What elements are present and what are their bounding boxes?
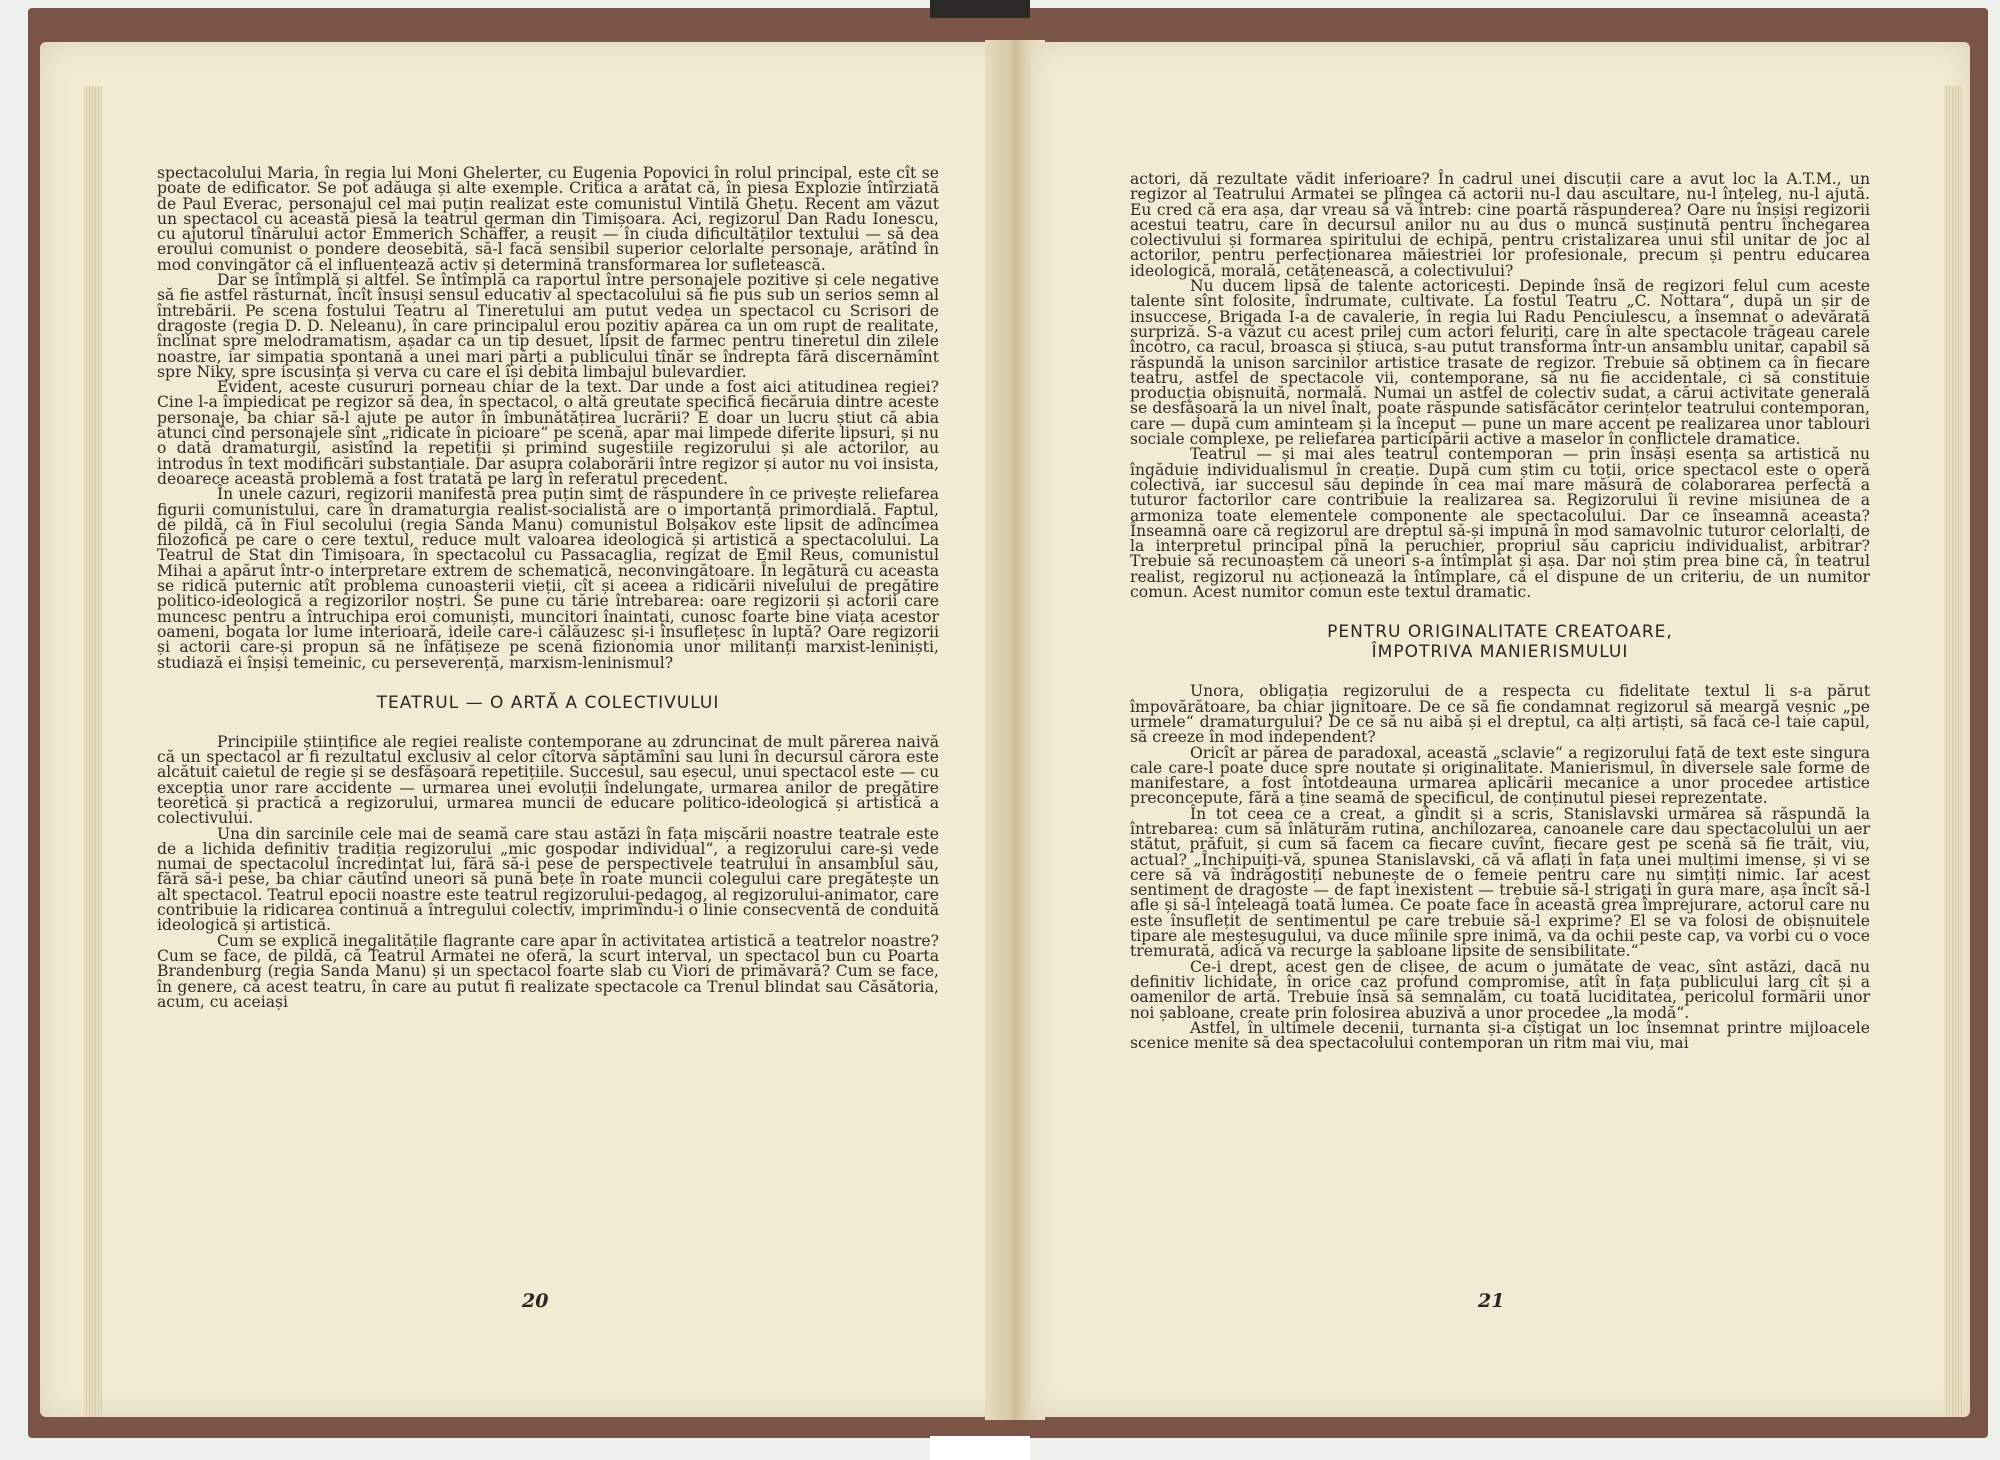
cover-tab [930,0,1030,18]
left-page [40,42,1025,1417]
paragraph: Ce-i drept, acest gen de clișee, de acum o jumătate de veac, sînt astăzi, dacă nu definitiv lichidate, în orice caz profund compromise, atît în fața publicului larg cît și a oamenilor de artă. Trebuie însă să semnalăm, cu toată luciditatea, pericolul formării unor noi șabloane, create prin folosirea abuzivă a unor procedee „la modă“. [1130,957,1870,1022]
page-number: 20 [522,1290,549,1312]
page-edge-left [84,86,102,1417]
bottom-tab [930,1436,1030,1460]
paragraph: În unele cazuri, regizorii manifestă prea puțin simț de răspundere în ce privește reliefarea figurii comunistului, care în dramaturgia realist-socialistă are o importanță primordială. Faptul, de pildă, că în Fiul secolului (regia Sanda Manu) comunistul Bolșakov este lipsit de adîncimea filozofică pe care o cere textul, reduce mult valoarea ideologică și artistică a spectacolului. La Teatrul de Stat din Timișoara, în spectacolul cu Passacaglia, regizat de Emil Reus, comunistul Mihai a apărut într-o interpretare extrem de schematică, neconvingătoare. În legătură cu aceasta se ridică puternic atît problema cunoașterii vieții, cît și aceea a ridicării nivelului de pregătire politico-ideologică a regizorilor noștri. Se pune cu tărie întrebarea: oare regizorii și actorii care muncesc pentru a întruchipa eroi comuniști, muncitori înaintați, cunosc foarte bine viața acestor oameni, bogata lor lume interioară, ideile care-i călăuzesc și-i însuflețesc în luptă? Oare regizorii și actorii care-și propun să ne înfățișeze pe scenă fizionomia unor militanți marxist-leniniști, studiază ei înșiși temeinic, cu perseverență, marxism-leninismul? [157,485,939,672]
page-number: 21 [1478,1290,1505,1312]
paragraph: În tot ceea ce a creat, a gîndit și a scris, Stanislavski urmărea să răspundă la întrebarea: cum să înlăturăm rutina, anchilozarea, canoanele care dau spectacolului un aer stătut, prăfuit, și cum să facem ca fiecare cuvînt, fiecare gest pe scenă să fie trăit, viu, actual? „Închipuiți-vă, spunea Stanislavski, că vă aflați în fața unei mulțimi imense, și vi se cere să vă îndrăgostiți nebunește de o femeie pentru care nu simțiți nimic. Iar acest sentiment de dragoste — de fapt inexistent — trebuie să-l strigați în gura mare, așa încît să-l afle și să-l înțeleagă toată lumea. Ce poate face în această grea împrejurare, actorul care nu este însuflețit de sentimentul pe care trebuie să-l exprime? El se va folosi de obișnuitele tipare ale meșteșugului, va duce mîinile spre inimă, va da ochii peste cap, va vorbi cu o voce tremurată, adică va recurge la șabloane lipsite de sensibilitate.“ [1130,804,1870,961]
paragraph: Principiile științifice ale regiei realiste contemporane au zdruncinat de mult părerea naivă că un spectacol ar fi rezultatul exclusiv al celor cîtorva săptămîni sau luni în decursul cărora este alcătuit caietul de regie și se desfășoară repetițiile. Succesul, sau eșecul, unui spectacol este — cu excepția unor rare accidente — urmarea unei evoluții îndelungate, urmarea anilor de pregătire teoretică și practică a regizorului, urmarea muncii de educare politico-ideologică și artistică a colectivului. [157,732,939,828]
paragraph: Oricît ar părea de paradoxal, această „sclavie“ a regizorului față de text este singura cale care-l poate duce spre noutate și originalitate. Manierismul, în diversele sale forme de manifestare, a fost întotdeauna urmarea aplicării mecanice a unor procedee artistice preconcepute, fără a ține seamă de specificul, de conținutul piesei reprezentate. [1130,743,1870,808]
paragraph: Teatrul — și mai ales teatrul contemporan — prin însăși esența sa artistică nu îngăduie individualismul în creație. După cum știm cu toții, orice spectacol este o operă colectivă, iar succesul său depinde în cea mai mare măsură de colaborarea perfectă a tuturor factorilor care contribuie la realizarea sa. Regizorului îi revine misiunea de a armoniza toate elementele componente ale spectacolului. Dar ce înseamnă aceasta? Înseamnă oare că regizorul are dreptul să-și impună în mod samavolnic tuturor celorlalți, de la interpretul principal pînă la peruchier, propriul său capriciu individualist, arbitrar? Trebuie să recunoaștem că uneori s-a întîmplat și așa. Dar noi știm prea bine că, în teatrul realist, regizorul nu acționează la întîmplare, că el dispune de un criteriu, de un numitor comun. Acest numitor comun este textul dramatic. [1130,445,1870,602]
page-edge-right [1944,86,1962,1417]
paragraph: spectacolului Maria, în regia lui Moni Ghelerter, cu Eugenia Popovici în rolul principal, este cît se poate de edificator. Se pot adăuga și alte exemple. Critica a arătat că, în piesa Explozie întîrziată de Paul Everac, personajul cel mai puțin realizat este comunistul Vintilă Ghețu. Recent am văzut un spectacol cu această piesă la teatrul german din Timișoara. Aci, regizorul Dan Radu Ionescu, cu ajutorul tînărului actor Emmerich Schäffer, a reușit — în ciuda dificultăților textului — să dea eroului comunist o pondere deosebită, să-l facă sensibil superior celorlalte personaje, arătînd în mod convingător că el influențează activ și determină transformarea lor sufletească. [157,164,939,274]
paragraph: Una din sarcinile cele mai de seamă care stau astăzi în fața mișcării noastre teatrale este de a lichida definitiv tradiția regizorului „mic gospodar individual“, a regizorului care-și vede numai de spectacolul încredințat lui, fără să-i pese de perspectivele teatrului în ansamblul său, fără să-i pese, ba chiar căutînd uneori să pună bețe în roate muncii colegului care pregătește un alt spectacol. Teatrul epocii noastre este teatrul regizorului-pedagog, al regizorului-animator, care contribuie la ridicarea continuă a întregului colectiv, imprimîndu-i o linie consecventă de conduită ideologică și artistică. [157,824,939,935]
section-heading: TEATRUL — O ARTĂ A COLECTIVULUI [376,692,720,713]
paragraph: actori, dă rezultate vădit inferioare? În cadrul unei discuții care a avut loc la A.T.M., un regizor al Teatrului Armatei se plîngea că actorii nu-l dau ascultare, nu-l înțeleg, nu-l ajută. Eu cred că era așa, dar vreau să vă întreb: cine poartă răspunderea? Oare nu înșiși regizorii acestui teatru, care în decursul anilor nu au dus o muncă susținută pentru închegarea colectivului și formarea spiritului de echipă, pentru cristalizarea unui stil unitar de joc al actorilor, pentru perfecționarea măiestriei lor profesionale, precum și pentru educarea ideologică, morală, cetățenească, a colectivului? [1130,170,1870,280]
right-page [1030,42,1970,1417]
section-heading [1130,622,1870,662]
left-text-column [157,166,939,1010]
paragraph: Unora, obligația regizorului de a respecta cu fidelitate textul li s-a părut împovărătoare, ba chiar jignitoare. De ce să fie condamnat regizorul să meargă veșnic „pe urmele“ dramaturgului? De ce să nu aibă și el dreptul, ca alți artiști, să facă ce-l taie capul, să creeze în mod independent? [1130,682,1870,747]
paragraph: Astfel, în ultimele decenii, turnanta și-a cîștigat un loc însemnat printre mijloacele scenice menite să dea spectacolului contemporan un ritm mai viu, mai [1130,1018,1870,1053]
heading-line: PENTRU ORIGINALITATE CREATOARE, [1327,622,1673,643]
heading-line: ÎMPOTRIVA MANIERISMULUI [1371,642,1629,663]
paragraph: Dar se întîmplă și altfel. Se întîmplă ca raportul între personajele pozitive și cele negative să fie astfel răsturnat, încît însuși sensul educativ al spectacolului să fie pus sub un serios semn al întrebării. Pe scena fostului Teatru al Tineretului am putut vedea un spectacol cu Scrisori de dragoste (regia D. D. Neleanu), în care principalul erou pozitiv apărea ca un om rupt de realitate, înclinat spre melodramatism, așadar ca un tip desuet, lipsit de farmec pentru tineretul din zilele noastre, iar simpatia spontană a unei mari părți a publicului tînăr se îndrepta fără discernămînt spre Niky, spre iscusința și verva cu care el își debita limbajul bulevardier. [157,271,939,381]
paragraph: Cum se explică inegalitățile flagrante care apar în activitatea artistică a teatrelor noastre? Cum se face, de pildă, că Teatrul Armatei ne oferă, la scurt interval, un spectacol bun cu Poarta Brandenburg (regia Sanda Manu) și un spectacol foarte slab cu Viori de primăvară? Cum se face, în genere, că acest teatru, în care au putut fi realizate spectacole ca Trenul blindat sau Căsătoria, acum, cu aceiași [157,931,939,1011]
paragraph: Evident, aceste cusururi porneau chiar de la text. Dar unde a fost aici atitudinea regiei? Cine l-a împiedicat pe regizor să dea, în spectacol, o altă greutate specifică fiecăruia dintre aceste personaje, ba chiar să-l ajute pe autor în îmbunătățirea lucrării? E doar un lucru știut că abia atunci cînd personajele sînt „ridicate în picioare“ pe scenă, apar mai limpede diferite lipsuri, și nu o dată dramaturgii, asistînd la repetiții și primind sugestiile regizorului și ale actorilor, au introdus în text modificări substanțiale. Dar asupra colaborării între regizor și autor nu voi insista, deoarece această problemă a fost tratată pe larg în referatul precedent. [157,378,939,488]
right-text-column [1130,172,1870,1051]
paragraph: Nu ducem lipsă de talente actoricești. Depinde însă de regizori felul cum aceste talente sînt folosite, îndrumate, cultivate. La fostul Teatru „C. Nottara“, după un șir de insuccese, Brigada I-a de cavalerie, în regia lui Radu Penciulescu, a însemnat o adevărată surpriză. S-a văzut cu acest prilej cum actori feluriți, care în alte spectacole trăgeau carele încotro, ca racul, broasca și știuca, s-au putut transforma într-un ansamblu unitar, capabil să răspundă la unison sarcinilor artistice trasate de regizor. Trebuie să obținem ca în fiecare teatru, astfel de spectacole vii, contemporane, să nu fie accidentale, ci să constituie producția obișnuită, normală. Numai un astfel de colectiv sudat, a cărui activitate generală se desfășoară la un nivel înalt, poate răspunde satisfăcător cerințelor teatrului contemporan, care — după cum aminteam și la început — pune un mare accent pe realizarea unor tablouri sociale complexe, pe reliefarea participării active a maselor în conflictele dramatice. [1130,277,1870,449]
